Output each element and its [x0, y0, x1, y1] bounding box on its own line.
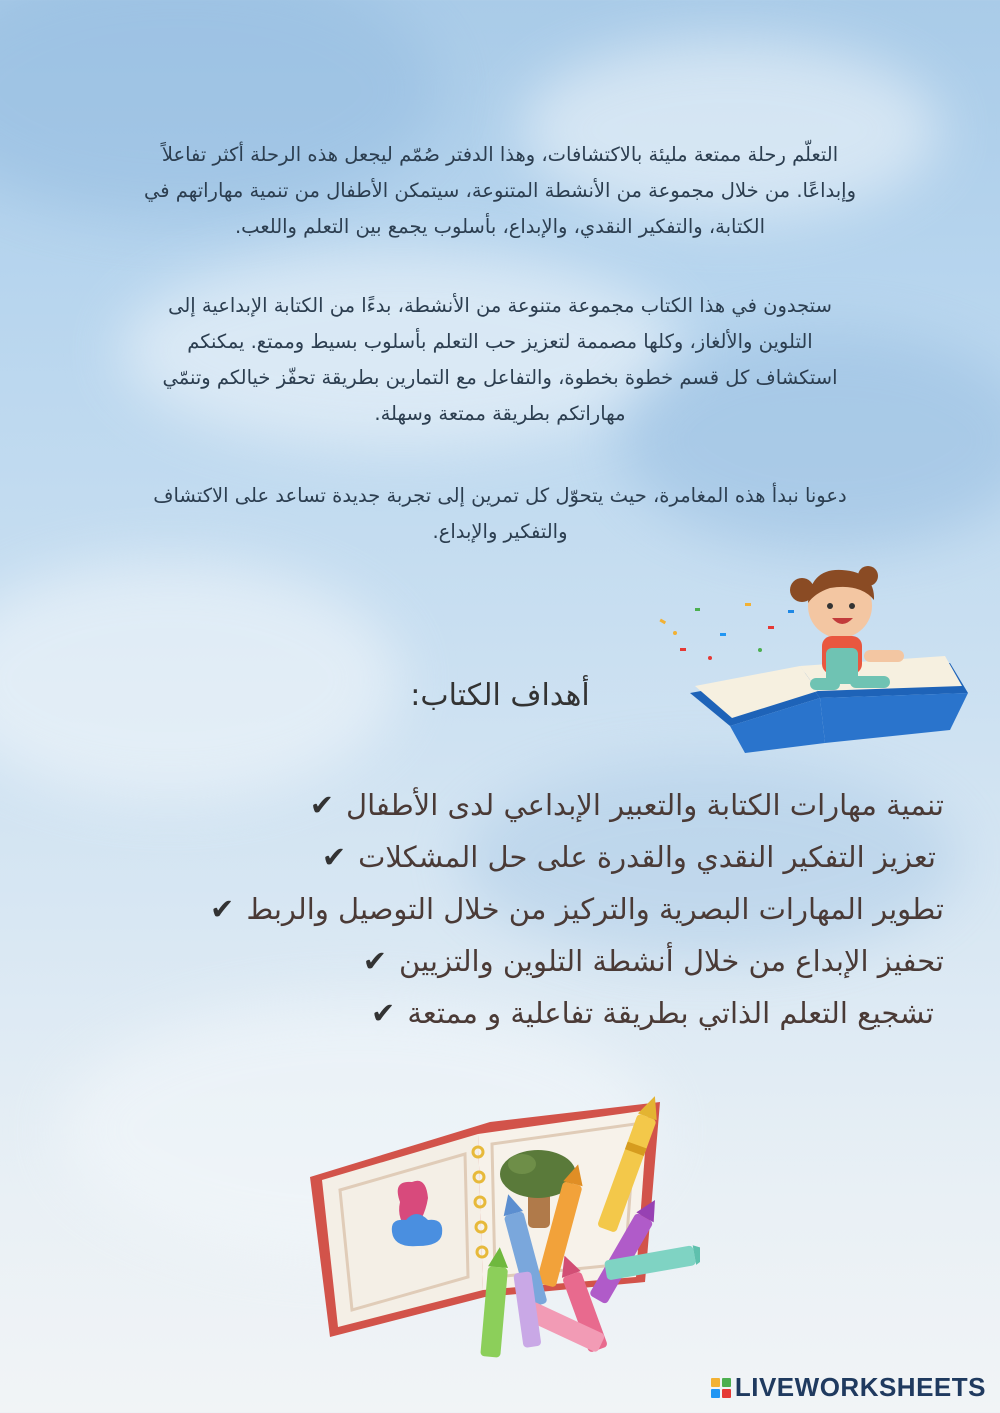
confetti-decoration	[659, 603, 794, 660]
goal-item	[322, 840, 936, 874]
goals-title: أهداف الكتاب:	[410, 678, 590, 713]
liveworksheets-logo-icon	[711, 1378, 731, 1398]
intro-paragraph	[0, 137, 1000, 245]
goal-text: تعزيز التفكير النقدي والقدرة على حل المشكلات	[358, 840, 936, 874]
invite-line: والتفكير والإبداع.	[432, 520, 568, 543]
logo-tile	[711, 1389, 720, 1398]
checkmark-icon: ✔	[210, 892, 235, 926]
logo-tile	[722, 1378, 731, 1387]
checkmark-icon: ✔	[362, 944, 388, 978]
about-line: استكشاف كل قسم خطوة بخطوة، والتفاعل مع التمارين بطريقة تحفّز خيالكم وتنمّي	[162, 366, 838, 389]
logo-tile	[722, 1389, 731, 1398]
goal-text: تنمية مهارات الكتابة والتعبير الإبداعي لدى الأطفال	[346, 788, 944, 822]
logo-tile	[711, 1378, 720, 1387]
intro-line: وإبداعًا. من خلال مجموعة من الأنشطة المتنوعة، سيتمكن الأطفال من تنمية مهاراتهم في	[143, 179, 857, 202]
invite-paragraph	[0, 478, 1000, 550]
liveworksheets-brand[interactable]	[711, 1372, 986, 1403]
goal-item	[371, 996, 934, 1030]
goal-item	[363, 944, 944, 978]
about-line: مهاراتكم بطريقة ممتعة وسهلة.	[374, 402, 626, 425]
goal-text: تحفيز الإبداع من خلال أنشطة التلوين والتزيين	[399, 944, 944, 978]
about-line: التلوين والألغاز، وكلها مصممة لتعزيز حب التعلم بأسلوب بسيط وممتع. يمكنكم	[187, 330, 813, 353]
about-paragraph	[0, 288, 1000, 432]
checkmark-icon: ✔	[371, 996, 396, 1030]
goal-item	[310, 788, 944, 822]
goal-text: تشجيع التعلم الذاتي بطريقة تفاعلية و ممتعة	[407, 996, 934, 1030]
invite-line: دعونا نبدأ هذه المغامرة، حيث يتحوّل كل تمرين إلى تجربة جديدة تساعد على الاكتشاف	[153, 484, 847, 507]
goal-item	[210, 892, 944, 926]
child-on-book-illustration	[650, 558, 980, 758]
checkmark-icon: ✔	[309, 788, 335, 822]
about-line: ستجدون في هذا الكتاب مجموعة متنوعة من الأنشطة، بدءًا من الكتابة الإبداعية إلى	[168, 294, 832, 317]
intro-line: التعلّم رحلة ممتعة مليئة بالاكتشافات، وهذا الدفتر صُمّم ليجعل هذه الرحلة أكثر تفاعلاً	[161, 143, 839, 166]
brand-name: LIVEWORKSHEETS	[734, 1372, 986, 1402]
checkmark-icon: ✔	[321, 840, 347, 874]
goal-text: تطوير المهارات البصرية والتركيز من خلال التوصيل والربط	[246, 892, 944, 926]
intro-line: الكتابة، والتفكير النقدي، والإبداع، بأسلوب يجمع بين التعلم واللعب.	[234, 215, 765, 238]
book-with-crayons-illustration	[300, 1082, 700, 1372]
